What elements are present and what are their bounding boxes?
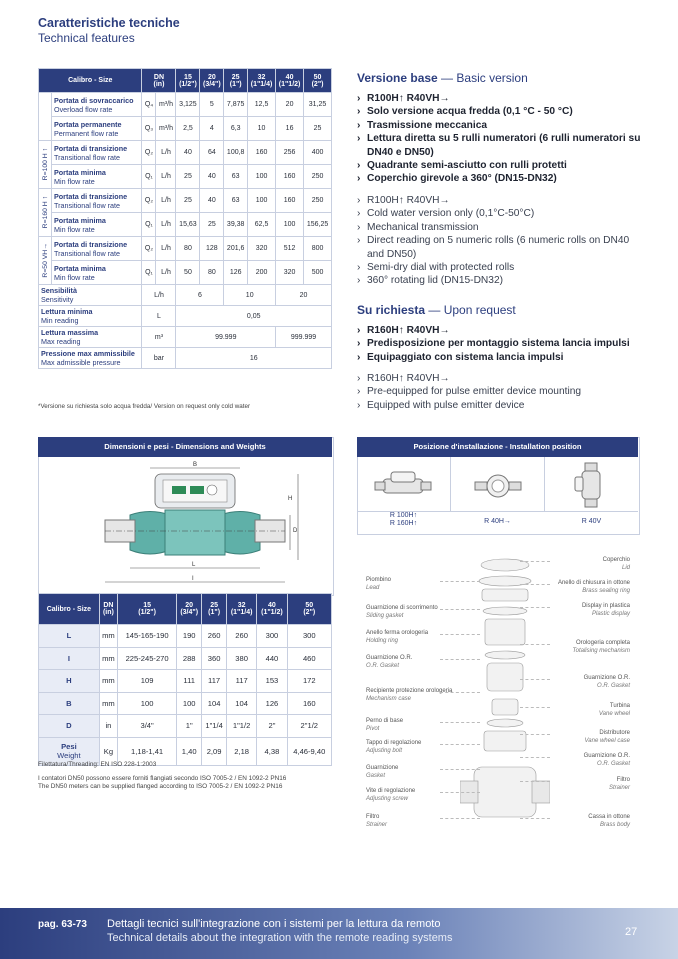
spec-label [52, 117, 142, 141]
dim-cell: 380 [226, 647, 256, 670]
dim-row [39, 625, 332, 648]
group-label [39, 189, 52, 237]
dim-cell: 104 [226, 692, 256, 715]
dim-cell: 1"1/4 [202, 715, 227, 738]
feature-item: › Quadrante semi-asciutto con rulli protetti [357, 159, 647, 172]
spec-cell: 999.999 [276, 327, 332, 348]
spec-row [39, 141, 332, 165]
dim-cell: 440 [257, 647, 287, 670]
dimensions-table [38, 593, 332, 766]
dim-cell: 300 [257, 625, 287, 648]
spec-cell: 126 [224, 261, 248, 285]
dim-head-cell: 15 (1/2") [118, 594, 177, 625]
spec-row [39, 327, 332, 348]
row-label-en: Overload flow rate [54, 104, 113, 114]
spec-cell: 256 [276, 141, 304, 165]
basic-features-it [357, 92, 647, 186]
spec-label [52, 213, 142, 237]
spec-row [39, 348, 332, 369]
spec-cell: 5 [200, 93, 224, 117]
feature-item: › Trasmissione meccanica [357, 119, 647, 132]
spec-cell: 40 [200, 189, 224, 213]
dim-row-label: L [39, 625, 100, 648]
dim-head-cell: 40 (1"1/2) [257, 594, 287, 625]
row-label-en: Max reading [41, 337, 81, 346]
page-title: Caratteristiche tecniche [38, 16, 180, 30]
spec-cell: 10 [224, 285, 276, 306]
leader-line [520, 757, 550, 758]
dim-head-cell: Calibro - Size [39, 594, 100, 625]
spec-cell: 100 [276, 213, 304, 237]
row-label-en: Transitional flow rate [54, 248, 121, 258]
spec-cell: 50 [176, 261, 200, 285]
part-label: Orologeria completa Totalising mechanism [572, 640, 630, 654]
row-label-en: Min flow rate [54, 224, 95, 234]
dim-cell: 117 [202, 670, 227, 693]
spec-cell: 25 [304, 117, 332, 141]
row-label-en: Max admissible pressure [41, 358, 121, 367]
group-text: R=100 H ↑ [41, 148, 49, 181]
leader-line [440, 818, 480, 819]
part-label: Piombino Lead [366, 577, 392, 591]
spec-cell: 500 [304, 261, 332, 285]
part-label: Anello di chiusura in ottone Brass sealing ring [557, 580, 630, 594]
dim-cell: 2,18 [226, 737, 256, 765]
group-text: R=160 H ↑ [41, 196, 49, 229]
dim-cell: 190 [177, 625, 202, 648]
spec-row [39, 237, 332, 261]
dim-label-b: B [193, 462, 198, 468]
spec-label [52, 165, 142, 189]
leader-line [520, 679, 550, 680]
spec-cell: 320 [248, 237, 276, 261]
dim-cell: 1,18-1,41 [118, 737, 177, 765]
feature-item: › Predisposizione per montaggio sistema lancia impulsi [357, 337, 647, 350]
dim-cell: 153 [257, 670, 287, 693]
spec-cell: 800 [304, 237, 332, 261]
dim-cell: 100 [177, 692, 202, 715]
feature-item: › Cold water version only (0,1°C-50°C) [357, 207, 647, 220]
spec-unit: m³/h [156, 93, 176, 117]
spec-cell: 80 [200, 261, 224, 285]
dim-cell: 360 [202, 647, 227, 670]
spec-cell: 3,125 [176, 93, 200, 117]
spec-head-size-col: 15 (1/2") [176, 69, 200, 93]
spec-cell: 99.999 [176, 327, 276, 348]
row-label-it: Sensibilità [41, 286, 77, 295]
spec-head-size-col: 40 (1"1/2) [276, 69, 304, 93]
dim-row-label: B [39, 692, 100, 715]
spec-cell: 20 [276, 285, 332, 306]
meter-drawing [60, 460, 300, 590]
spec-symbol: Q₁ [142, 165, 156, 189]
page-number: 27 [625, 926, 638, 938]
dim-row-label: I [39, 647, 100, 670]
dim-row-label: Pesi Weight [39, 737, 100, 765]
part-label: Tappo di regolazione Adjusting bolt [366, 740, 422, 754]
part-label: Guarnizione O.R. O.R. Gasket [366, 655, 413, 669]
spec-label [52, 261, 142, 285]
leader-line [440, 792, 480, 793]
dim-row-label: D [39, 715, 100, 738]
dim-cell: 117 [226, 670, 256, 693]
leader-line [520, 561, 550, 562]
dim-label-h: H [288, 496, 293, 502]
leader-line [440, 744, 480, 745]
row-label-en: Permanent flow rate [54, 128, 119, 138]
dim-head-cell: 50 (2") [287, 594, 331, 625]
footer-pages: pag. 63-73 [38, 919, 87, 930]
leader-line [440, 634, 480, 635]
part-label: Guarnizione O.R. O.R. Gasket [583, 753, 630, 767]
part-label: Vite di regolazione Adjusting screw [366, 788, 416, 802]
leader-line [440, 609, 480, 610]
spec-unit: bar [142, 348, 176, 369]
row-label-en: Min flow rate [54, 272, 95, 282]
spec-label [39, 348, 142, 369]
part-label: Guarnizione O.R. O.R. Gasket [583, 675, 630, 689]
spec-symbol: Q₁ [142, 261, 156, 285]
spec-unit: m³/h [156, 117, 176, 141]
spec-row [39, 93, 332, 117]
basic-version-title: Versione base — Basic version [357, 71, 528, 85]
dim-cell: 109 [118, 670, 177, 693]
thread-note: Filettatura/Threading: EN ISO 228-1:2003 [38, 761, 157, 768]
part-label: Anello ferma orologeria Holding ring [366, 630, 429, 644]
part-label: Recipiente protezione orologeria Mechanism case [366, 688, 453, 702]
spec-row [39, 213, 332, 237]
row-label-it: Portata minima [54, 215, 106, 225]
position-cell [451, 457, 545, 512]
spec-cell: 4 [200, 117, 224, 141]
feature-item: › R160H↑ R40VH→ [357, 324, 647, 337]
dim-row-label: H [39, 670, 100, 693]
dim-cell: 260 [202, 625, 227, 648]
dim-cell: 2,09 [202, 737, 227, 765]
row-label-en: Transitional flow rate [54, 200, 121, 210]
leader-line [440, 659, 480, 660]
spec-cell: 6 [176, 285, 224, 306]
dimensions-notes [38, 761, 286, 791]
spec-cell: 160 [276, 189, 304, 213]
dim-head-cell: 20 (3/4") [177, 594, 202, 625]
position-label: R 100H↑ R 160H↑ [389, 512, 418, 527]
spec-unit: m³ [142, 327, 176, 348]
feature-item: › Equipped with pulse emitter device [357, 399, 647, 412]
row-label-en: Transitional flow rate [54, 152, 121, 162]
feature-item: › R160H↑ R40VH→ [357, 372, 647, 385]
spec-cell: 100 [248, 165, 276, 189]
dim-row [39, 715, 332, 738]
spec-table [38, 68, 332, 369]
vertical-meter-icon [545, 457, 638, 511]
dim-unit: mm [99, 647, 117, 670]
group-text: R=50 VH→ [41, 243, 49, 278]
spec-unit: L/h [156, 141, 176, 165]
dim-cell: 460 [287, 647, 331, 670]
dim-cell: 126 [257, 692, 287, 715]
spec-cell: 250 [304, 189, 332, 213]
group-label [39, 237, 52, 285]
spec-head-size-col: 50 (2") [304, 69, 332, 93]
spec-unit: L [142, 306, 176, 327]
dim-head-cell: DN (in) [99, 594, 117, 625]
spec-row [39, 117, 332, 141]
dim-cell: 4,46-9,40 [287, 737, 331, 765]
dim-unit: mm [99, 670, 117, 693]
spec-symbol: Q₂ [142, 237, 156, 261]
spec-cell: 16 [176, 348, 332, 369]
spec-cell: 250 [304, 165, 332, 189]
spec-label [52, 93, 142, 117]
part-label: Coperchio Lid [602, 557, 630, 571]
spec-cell: 201,6 [224, 237, 248, 261]
leader-line [520, 707, 550, 708]
spec-unit: L/h [156, 213, 176, 237]
spec-row [39, 165, 332, 189]
request-features-it [357, 324, 647, 364]
part-label: Guarnizione di scorrimento Sliding gasket [366, 605, 438, 619]
horizontal-meter-icon [357, 457, 450, 511]
basic-features-en [357, 194, 647, 288]
dim-cell: 288 [177, 647, 202, 670]
spec-symbol: Q₂ [142, 189, 156, 213]
dim-cell: 2" [257, 715, 287, 738]
part-label: Guarnizione Gasket [366, 765, 399, 779]
row-label-it: Portata di transizione [54, 239, 128, 249]
spec-cell: 16 [276, 117, 304, 141]
row-label-it: Portata minima [54, 167, 106, 177]
feature-item: › Lettura diretta su 5 rulli numeratori (6 rulli numeratori su DN40 e DN50) [357, 132, 647, 159]
spec-cell: 80 [176, 237, 200, 261]
row-label-en: Sensitivity [41, 295, 74, 304]
dim-unit: Kg [99, 737, 117, 765]
group-label [39, 93, 52, 141]
spec-cell: 320 [276, 261, 304, 285]
row-label-it: Pressione max ammissibile [41, 349, 135, 358]
spec-cell: 156,25 [304, 213, 332, 237]
feature-item: › Direct reading on 5 numeric rolls (6 numeric rolls on DN40 and DN50) [357, 234, 647, 261]
spec-cell: 15,63 [176, 213, 200, 237]
spec-cell: 64 [200, 141, 224, 165]
spec-cell: 31,25 [304, 93, 332, 117]
spec-symbol: Q₃ [142, 117, 156, 141]
row-label-it: Portata di sovraccarico [54, 95, 134, 105]
spec-cell: 0,05 [176, 306, 332, 327]
spec-cell: 10 [248, 117, 276, 141]
position-title: Posizione d'installazione - Installation position [357, 437, 638, 457]
row-label-it: Portata permanente [54, 119, 122, 129]
dim-cell: 1" [177, 715, 202, 738]
feature-item: › Semi-dry dial with protected rolls [357, 261, 647, 274]
dim-cell: 1,40 [177, 737, 202, 765]
spec-unit: L/h [156, 261, 176, 285]
spec-head-size: Calibro - Size [39, 69, 142, 93]
feature-item: › 360° rotating lid (DN15-DN32) [357, 274, 647, 287]
spec-cell: 6,3 [224, 117, 248, 141]
dim-cell: 4,38 [257, 737, 287, 765]
feature-item: › Coperchio girevole a 360° (DN15-DN32) [357, 172, 647, 185]
spec-label [39, 285, 142, 306]
spec-label [39, 306, 142, 327]
spec-unit: L/h [142, 285, 176, 306]
spec-head-size-col: 20 (3/4") [200, 69, 224, 93]
spec-cell: 25 [176, 165, 200, 189]
dim-cell: 300 [287, 625, 331, 648]
spec-cell: 128 [200, 237, 224, 261]
spec-head-dn: DN (in) [142, 69, 176, 93]
spec-label [52, 189, 142, 213]
position-label: R 40V [581, 518, 602, 525]
dim-unit: mm [99, 692, 117, 715]
position-label: R 40H→ [484, 518, 511, 525]
spec-unit: L/h [156, 237, 176, 261]
spec-cell: 63 [224, 189, 248, 213]
spec-cell: 160 [276, 165, 304, 189]
part-label: Cassa in ottone Brass body [588, 814, 630, 828]
dim-cell: 100 [118, 692, 177, 715]
dim-row [39, 647, 332, 670]
leader-line [520, 734, 550, 735]
dim-unit: mm [99, 625, 117, 648]
page-subtitle: Technical features [38, 31, 135, 45]
part-label: Perno di base Pivot [366, 718, 404, 732]
spec-row [39, 189, 332, 213]
spec-cell: 200 [248, 261, 276, 285]
feature-item: › Pre-equipped for pulse emitter device mounting [357, 385, 647, 398]
part-label: Turbina Vane wheel [598, 703, 630, 717]
dim-cell: 145-165-190 [118, 625, 177, 648]
spec-label [52, 141, 142, 165]
flange-note-en: The DN50 meters can be supplied flanged according to ISO 7005-2 / EN 1092-2 PN16 [38, 783, 283, 790]
part-label: Filtro Strainer [366, 814, 388, 828]
spec-unit: L/h [156, 165, 176, 189]
on-request-title: Su richiesta — Upon request [357, 303, 516, 317]
spec-label [39, 327, 142, 348]
part-label: Distributore Vane wheel case [584, 730, 630, 744]
footer-text-en: Technical details about the integration with the remote reading systems [107, 932, 453, 944]
leader-line [520, 607, 550, 608]
spec-note: *Versione su richiesta solo acqua fredda/ Version on request only cold water [38, 403, 251, 410]
feature-item: › Equipaggiato con sistema lancia impulsi [357, 351, 647, 364]
spec-cell: 62,5 [248, 213, 276, 237]
dim-cell: 2"1/2 [287, 715, 331, 738]
leader-line [440, 722, 480, 723]
spec-head-size-col: 25 (1") [224, 69, 248, 93]
dim-label-d: D [293, 528, 298, 534]
side-meter-icon [451, 457, 544, 511]
spec-cell: 2,5 [176, 117, 200, 141]
row-label-en: Min reading [41, 316, 79, 325]
dim-label-l: L [192, 562, 196, 568]
spec-head-size-col: 32 (1"1/4) [248, 69, 276, 93]
dim-label-i: I [192, 576, 194, 582]
spec-cell: 7,875 [224, 93, 248, 117]
part-label: Display in plastica Plastic display [581, 603, 630, 617]
spec-cell: 40 [176, 141, 200, 165]
footer-text-it: Dettagli tecnici sull'integrazione con i sistemi per la lettura da remoto [107, 918, 441, 930]
leader-line [520, 644, 550, 645]
dim-cell: 1"1/2 [226, 715, 256, 738]
spec-label [52, 237, 142, 261]
spec-symbol: Q₁ [142, 213, 156, 237]
dim-head-cell: 25 (1") [202, 594, 227, 625]
dim-cell: 3/4" [118, 715, 177, 738]
flange-note-it: I contatori DN50 possono essere forniti flangiati secondo ISO 7005-2 / EN 1092-2 PN16 [38, 775, 287, 782]
position-cell [357, 457, 451, 512]
dim-unit: in [99, 715, 117, 738]
spec-cell: 20 [276, 93, 304, 117]
row-label-it: Lettura minima [41, 307, 93, 316]
spec-cell: 160 [248, 141, 276, 165]
request-features-en [357, 372, 647, 412]
leader-line [520, 584, 550, 585]
dim-cell: 111 [177, 670, 202, 693]
spec-cell: 63 [224, 165, 248, 189]
spec-symbol: Q₄ [142, 93, 156, 117]
feature-item: › Mechanical transmission [357, 221, 647, 234]
row-label-it: Portata di transizione [54, 143, 128, 153]
dim-cell: 260 [226, 625, 256, 648]
exploded-view-drawing [460, 555, 550, 835]
dim-cell: 160 [287, 692, 331, 715]
row-label-it: Lettura massima [41, 328, 99, 337]
spec-row [39, 306, 332, 327]
dim-row [39, 670, 332, 693]
spec-cell: 25 [176, 189, 200, 213]
spec-cell: 400 [304, 141, 332, 165]
row-label-it: Portata di transizione [54, 191, 128, 201]
dim-head-cell: 32 (1"1/4) [226, 594, 256, 625]
dim-cell: 172 [287, 670, 331, 693]
spec-row [39, 261, 332, 285]
dim-row [39, 692, 332, 715]
leader-line [440, 769, 480, 770]
leader-line [440, 581, 480, 582]
leader-line [440, 692, 480, 693]
spec-cell: 25 [200, 213, 224, 237]
leader-line [520, 781, 550, 782]
spec-cell: 12,5 [248, 93, 276, 117]
part-label: Filtro Strainer [608, 777, 630, 791]
leader-line [520, 818, 550, 819]
spec-cell: 100 [248, 189, 276, 213]
spec-row [39, 285, 332, 306]
spec-cell: 512 [276, 237, 304, 261]
spec-cell: 100,8 [224, 141, 248, 165]
feature-item: › R100H↑ R40VH→ [357, 194, 647, 207]
dim-cell: 225-245-270 [118, 647, 177, 670]
spec-cell: 40 [200, 165, 224, 189]
dimensions-title: Dimensioni e pesi - Dimensions and Weights [38, 437, 332, 457]
row-label-en: Min flow rate [54, 176, 95, 186]
group-label [39, 141, 52, 189]
row-label-it: Portata minima [54, 263, 106, 273]
spec-cell: 39,38 [224, 213, 248, 237]
feature-item: › R100H↑ R40VH→ [357, 92, 647, 105]
dim-cell: 104 [202, 692, 227, 715]
position-cell [545, 457, 638, 512]
spec-unit: L/h [156, 189, 176, 213]
feature-item: › Solo versione acqua fredda (0,1 °C - 50 °C) [357, 105, 647, 118]
spec-symbol: Q₂ [142, 141, 156, 165]
